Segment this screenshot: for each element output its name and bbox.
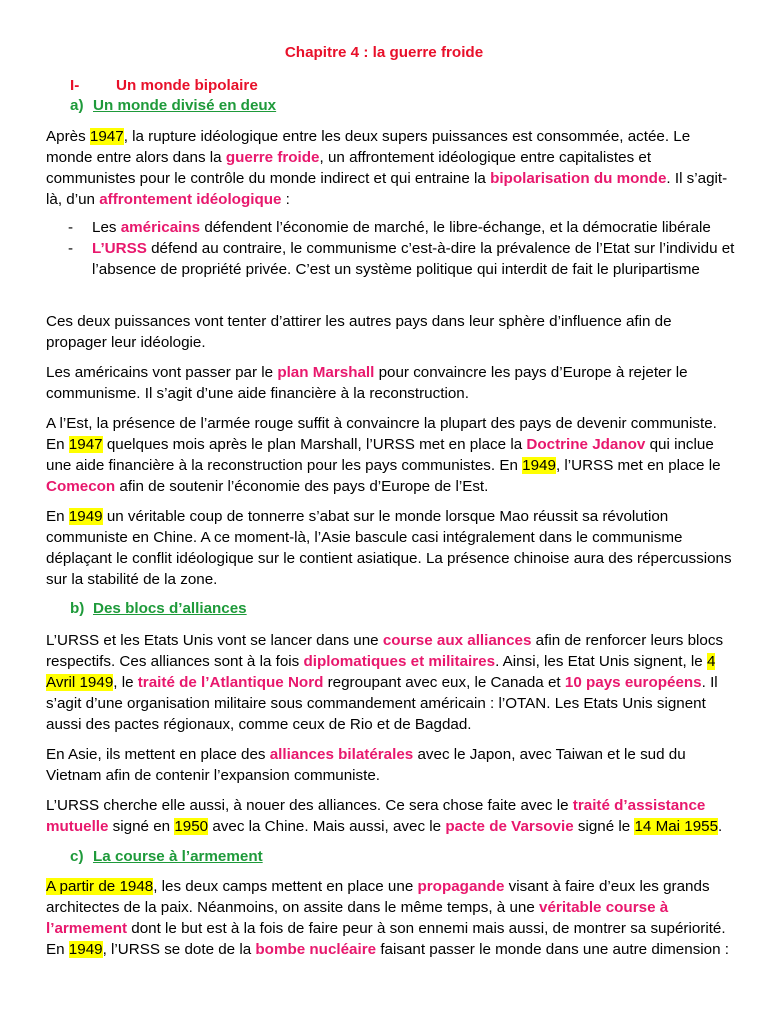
keyword: affrontement idéologique: [99, 191, 282, 208]
keyword: plan Marshall: [277, 364, 375, 381]
highlight-date: 14 Mai 1955: [634, 818, 719, 835]
highlight-date: A partir de 1948: [46, 878, 154, 895]
part-title: Un monde bipolaire: [116, 77, 258, 94]
paragraph-2: Ces deux puissances vont tenter d’attirer les autres pays dans leur sphère d’influence afin de propager leur idéologie.: [46, 313, 672, 351]
section-number: b): [70, 600, 85, 617]
text: A l’Est, la présence de l’armée rouge suffit à convaincre la plupart des pays de devenir communiste. En: [46, 415, 717, 453]
keyword: propagande: [417, 878, 505, 895]
keyword: course aux alliances: [382, 632, 532, 649]
paragraph-4: [46, 413, 736, 497]
text: défend au contraire, le communisme c’est-à-dire la prévalence de l’Etat sur l’individu et l’absence de propriété privée. C’est un système politique qui interdit de fait le pluripartisme: [92, 240, 735, 278]
text: Les: [92, 219, 121, 236]
text: signé le: [573, 818, 635, 835]
text: Les américains vont passer par le: [46, 364, 278, 381]
keyword: diplomatiques et militaires: [303, 653, 496, 670]
highlight-date: 1949: [68, 941, 103, 958]
text: dont le but est à la fois de faire peur à son ennemi mais aussi, de montrer sa supériorité. En: [46, 920, 726, 958]
keyword: pacte de Varsovie: [445, 818, 574, 835]
text: :: [281, 191, 290, 208]
text: afin de renforcer leurs blocs respectifs. Ces alliances sont à la fois: [46, 632, 724, 670]
part-number: I-: [70, 77, 80, 94]
paragraph-7: [46, 744, 736, 786]
list-item: [68, 238, 738, 280]
keyword: L’URSS: [92, 240, 147, 257]
text: , un affrontement idéologique entre capitalistes et communistes pour le contrôle du monde indirect et qui entraine la: [46, 149, 652, 187]
text: , l’URSS se dote de la: [102, 941, 256, 958]
paragraph-5: [46, 506, 736, 590]
highlight-date: 1947: [68, 436, 103, 453]
highlight-date: 1950: [174, 818, 209, 835]
keyword: traité d’assistance mutuelle: [46, 797, 706, 835]
keyword: Comecon: [46, 478, 116, 495]
text: . Ainsi, les Etat Unis signent, le: [495, 653, 707, 670]
text: .: [718, 818, 723, 835]
text: visant à faire d’eux les grands architectes de la paix. Néanmoins, on assite dans le même temps, à une: [46, 878, 710, 916]
text: , la rupture idéologique entre les deux supers puissances est consommée, actée. Le monde entre alors dans la: [46, 128, 691, 166]
section-title: Un monde divisé en deux: [93, 97, 277, 114]
section-heading-c: [70, 848, 263, 865]
paragraph-1: [46, 126, 736, 210]
text: , l’URSS met en place le: [555, 457, 721, 474]
text: qui inclue une aide financière à la reconstruction pour les pays communistes. En: [46, 436, 714, 474]
text: Après: [46, 128, 90, 145]
keyword: guerre froide: [225, 149, 320, 166]
text: regroupant avec eux, le Canada et: [323, 674, 565, 691]
text: L’URSS cherche elle aussi, à nouer des alliances. Ce sera chose faite avec le: [46, 797, 573, 814]
list-item: [68, 217, 738, 238]
section-title: Des blocs d’alliances: [93, 600, 247, 617]
text: quelques mois après le plan Marshall, l’URSS met en place la: [102, 436, 527, 453]
keyword: 10 pays européens: [564, 674, 702, 691]
section-heading-a: [70, 97, 276, 114]
text: , les deux camps mettent en place une: [153, 878, 418, 895]
text: faisant passer le monde dans une autre dimension :: [376, 941, 729, 958]
text: En: [46, 508, 69, 525]
bullet-list: [68, 217, 738, 280]
bullet-dash: -: [68, 219, 74, 236]
keyword: véritable course à l’armement: [46, 899, 669, 937]
keyword: américains: [120, 219, 201, 236]
text: , le: [113, 674, 138, 691]
text: un véritable coup de tonnerre s’abat sur le monde lorsque Mao réussit sa révolution communiste en Chine. A ce moment-là, l’Asie bascule casi intégralement dans le communisme déplaçant le conflit idéologique sur le contient asiatique. La présence chinoise aura des répercussions sur la stabilité de la zone.: [46, 508, 732, 588]
text: . Il s’agit-là, d’un: [46, 170, 728, 208]
highlight-date: 1947: [89, 128, 124, 145]
text: L’URSS et les Etats Unis vont se lancer dans une: [46, 632, 383, 649]
text: avec le Japon, avec Taiwan et le sud du Vietnam afin de contenir l’expansion communiste.: [46, 746, 686, 784]
keyword: traité de l’Atlantique Nord: [137, 674, 324, 691]
text: signé en: [108, 818, 175, 835]
paragraph-6: [46, 630, 736, 735]
text: En Asie, ils mettent en place des: [46, 746, 270, 763]
text: afin de soutenir l’économie des pays d’Europe de l’Est.: [115, 478, 489, 495]
text: . Il s’agit d’une organisation militaire sous commandement américain : l’OTAN. Les Etats Unis signent aussi des pactes régionaux, comme ceux de Rio et de Bagdad.: [46, 674, 718, 733]
text: défendent l’économie de marché, le libre-échange, et la démocratie libérale: [200, 219, 711, 236]
bullet-dash: -: [68, 240, 74, 257]
keyword: alliances bilatérales: [269, 746, 414, 763]
keyword: bipolarisation du monde: [490, 170, 667, 187]
text: pour convaincre les pays d’Europe à rejeter le communisme. Il s’agit d’une aide financière à la reconstruction.: [46, 364, 688, 402]
part-heading: [70, 77, 258, 94]
section-title: La course à l’armement: [93, 848, 263, 865]
highlight-date: 4 Avril 1949: [46, 653, 716, 691]
chapter-title: Chapitre 4 : la guerre froide: [284, 44, 484, 61]
highlight-date: 1949: [522, 457, 556, 474]
keyword: bombe nucléaire: [255, 941, 377, 958]
keyword: Doctrine Jdanov: [526, 436, 646, 453]
paragraph-8: [46, 795, 736, 837]
paragraph-9: [46, 876, 736, 960]
section-number: c): [70, 848, 84, 865]
paragraph-3: [46, 362, 736, 404]
text: avec la Chine. Mais aussi, avec le: [208, 818, 446, 835]
highlight-date: 1949: [68, 508, 103, 525]
section-heading-b: [70, 600, 247, 617]
section-number: a): [70, 97, 84, 114]
